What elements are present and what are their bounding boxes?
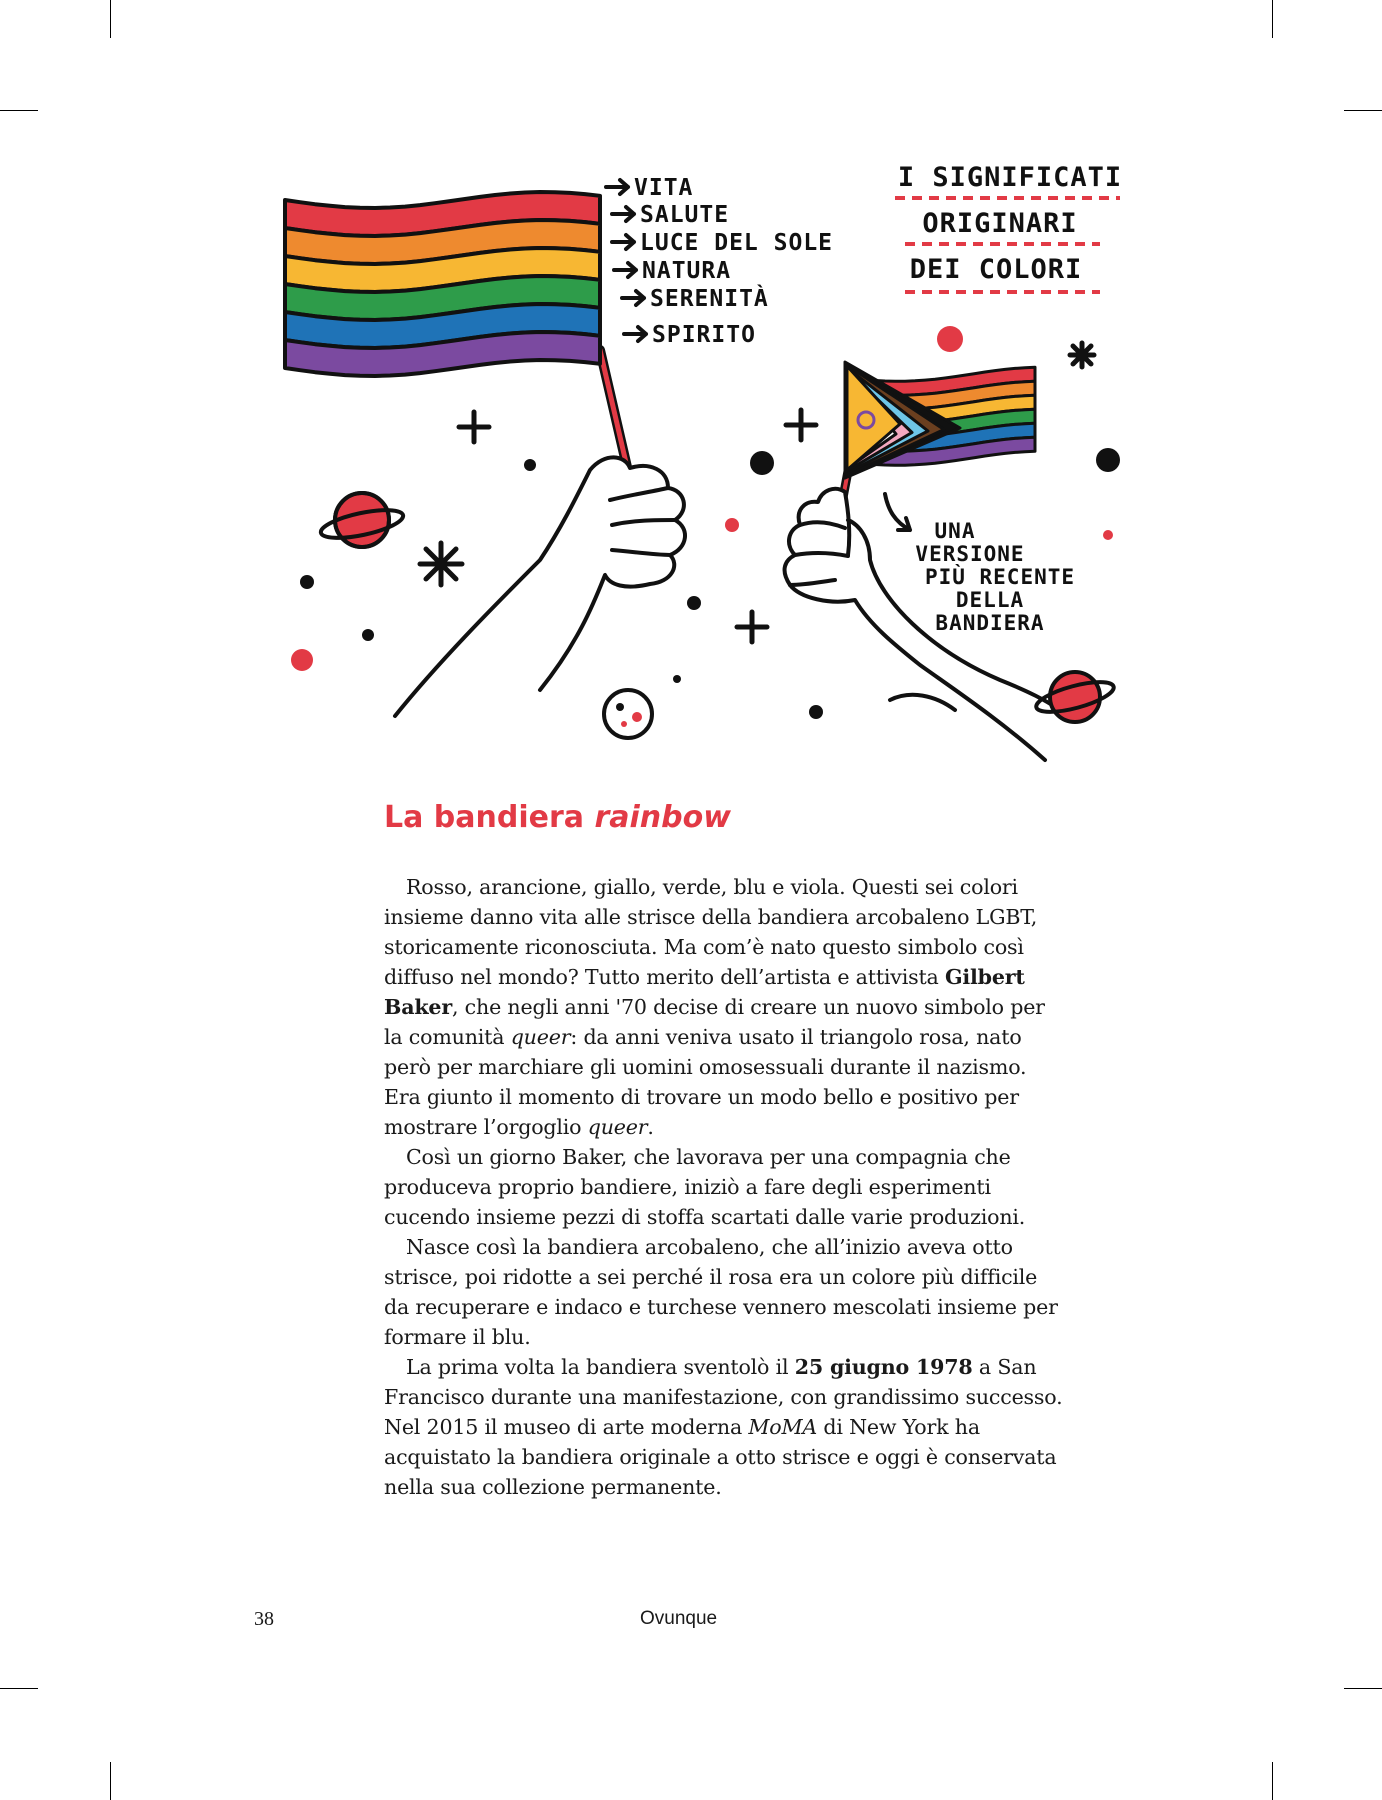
title-text: La bandiera bbox=[384, 800, 585, 835]
meanings-title-line: ORIGINARI bbox=[922, 208, 1078, 239]
body-text-run: nella sua collezione permanente. bbox=[384, 1475, 722, 1499]
running-title: Ovunque bbox=[640, 1608, 718, 1629]
caption-line: BANDIERA bbox=[935, 611, 1045, 635]
rainbow-flag bbox=[285, 192, 600, 376]
body-line bbox=[384, 1352, 1104, 1382]
body-text-run: da recuperare e indaco e turchese vennero mescolati insieme per bbox=[384, 1295, 1058, 1319]
meaning-label: VITA bbox=[634, 175, 694, 201]
caption-line: VERSIONE bbox=[915, 542, 1025, 566]
body-text-run: Rosso, arancione, giallo, verde, blu e viola. Questi sei colori bbox=[406, 875, 1018, 899]
body-line bbox=[384, 1022, 1104, 1052]
meaning-label: SPIRITO bbox=[652, 322, 756, 348]
body-text-run: : da anni veniva usato il triangolo rosa, nato bbox=[570, 1025, 1022, 1049]
meanings-title-line: DEI COLORI bbox=[909, 254, 1083, 285]
meaning-item bbox=[612, 230, 833, 256]
meaning-item bbox=[622, 284, 769, 312]
meaning-label: SERENITÀ bbox=[650, 286, 769, 312]
body-line bbox=[384, 1292, 1104, 1322]
body-line bbox=[384, 1202, 1104, 1232]
arrow-right-icon bbox=[612, 207, 634, 221]
meaning-item bbox=[614, 258, 731, 284]
body-line bbox=[384, 932, 1104, 962]
title-italic-word: rainbow bbox=[594, 800, 731, 835]
body-line bbox=[384, 1442, 1104, 1472]
caption-line: UNA bbox=[934, 519, 976, 543]
meaning-label: NATURA bbox=[642, 258, 732, 284]
body-text-run: però per marchiare gli uomini omosessuali durante il nazismo. bbox=[384, 1055, 1027, 1079]
body-line bbox=[384, 1232, 1104, 1262]
body-text-run: formare il blu. bbox=[384, 1325, 531, 1349]
body-line bbox=[384, 1112, 1104, 1142]
body-line bbox=[384, 1472, 1104, 1502]
planet-icon bbox=[319, 493, 406, 547]
body-text-run: La prima volta la bandiera sventolò il bbox=[406, 1355, 795, 1379]
body-text-run: di New York ha bbox=[817, 1415, 980, 1439]
meanings-title-line: I SIGNIFICATI bbox=[897, 162, 1123, 193]
planet-icon bbox=[1034, 672, 1117, 722]
caption-line: DELLA bbox=[955, 588, 1025, 612]
body-text-run: Era giunto il momento di trovare un modo bello e positivo per bbox=[384, 1085, 1019, 1109]
flags-illustration bbox=[0, 0, 1382, 800]
crop-mark bbox=[110, 1762, 111, 1800]
body-line bbox=[384, 1262, 1104, 1292]
crop-mark bbox=[1344, 1688, 1382, 1689]
body-line bbox=[384, 872, 1104, 902]
body-text-run: insieme danno vita alle strisce della bandiera arcobaleno LGBT, bbox=[384, 905, 1038, 929]
body-line bbox=[384, 962, 1104, 992]
body-text-run: Gilbert bbox=[944, 965, 1025, 989]
progress-pride-flag bbox=[845, 362, 1035, 478]
body-line bbox=[384, 1082, 1104, 1112]
body-line bbox=[384, 992, 1104, 1022]
body-line bbox=[384, 1172, 1104, 1202]
body-text-run: , che negli anni '70 decise di creare un nuovo simbolo per bbox=[451, 995, 1045, 1019]
article-title bbox=[384, 800, 731, 835]
body-line bbox=[384, 1142, 1104, 1172]
body-line bbox=[384, 1412, 1104, 1442]
body-text-run: cucendo insieme pezzi di stoffa scartati dalle varie produzioni. bbox=[384, 1205, 1026, 1229]
body-text-run: storicamente riconosciuta. Ma com’è nato questo simbolo così bbox=[384, 935, 1024, 959]
body-text-run: a San bbox=[972, 1355, 1037, 1379]
meaning-item bbox=[612, 202, 729, 228]
meaning-item bbox=[606, 175, 693, 201]
arrow-right-icon bbox=[606, 180, 628, 194]
caption-arrow bbox=[885, 494, 910, 530]
body-text-run: Baker bbox=[384, 995, 452, 1019]
crop-mark bbox=[0, 1688, 38, 1689]
body-line bbox=[384, 1322, 1104, 1352]
caption-line: PIÙ RECENTE bbox=[924, 565, 1076, 589]
page-number: 38 bbox=[254, 1608, 274, 1630]
body-text-run: Nasce così la bandiera arcobaleno, che all’inizio aveva otto bbox=[406, 1235, 1013, 1259]
meanings-list bbox=[606, 175, 833, 348]
meanings-title bbox=[895, 162, 1122, 292]
body-line bbox=[384, 1052, 1104, 1082]
body-text-run: queer bbox=[587, 1115, 648, 1139]
body-text-run: 25 giugno 1978 bbox=[794, 1355, 973, 1379]
body-text-run: Francisco durante una manifestazione, con grandissimo successo. bbox=[384, 1385, 1063, 1409]
body-text-run: diffuso nel mondo? Tutto merito dell’artista e attivista bbox=[384, 965, 945, 989]
article-body bbox=[384, 872, 1104, 1502]
body-text-run: strisce, poi ridotte a sei perché il rosa era un colore più difficile bbox=[384, 1265, 1038, 1289]
body-text-run: la comunità bbox=[384, 1025, 511, 1049]
meaning-item bbox=[624, 322, 756, 348]
arrow-right-icon bbox=[624, 327, 646, 341]
arrow-right-icon bbox=[614, 263, 636, 277]
crop-mark bbox=[1272, 1762, 1273, 1800]
moon-icon bbox=[604, 690, 652, 738]
body-text-run: produceva proprio bandiere, iniziò a fare degli esperimenti bbox=[384, 1175, 991, 1199]
body-text-run: acquistato la bandiera originale a otto strisce e oggi è conservata bbox=[384, 1445, 1057, 1469]
new-flag-caption bbox=[915, 519, 1075, 635]
meaning-label: LUCE DEL SOLE bbox=[640, 230, 834, 256]
meaning-label: SALUTE bbox=[640, 202, 730, 228]
left-hand bbox=[395, 457, 685, 716]
body-text-run: Così un giorno Baker, che lavorava per una compagnia che bbox=[406, 1145, 1011, 1169]
body-line bbox=[384, 1382, 1104, 1412]
body-text-run: MoMA bbox=[748, 1415, 818, 1439]
arrow-right-icon bbox=[612, 235, 634, 249]
body-text-run: Nel 2015 il museo di arte moderna bbox=[384, 1415, 749, 1439]
arrow-right-icon bbox=[622, 291, 644, 305]
body-text-run: . bbox=[647, 1115, 654, 1139]
body-text-run: mostrare l’orgoglio bbox=[384, 1115, 588, 1139]
body-line bbox=[384, 902, 1104, 932]
body-text-run: queer bbox=[510, 1025, 571, 1049]
